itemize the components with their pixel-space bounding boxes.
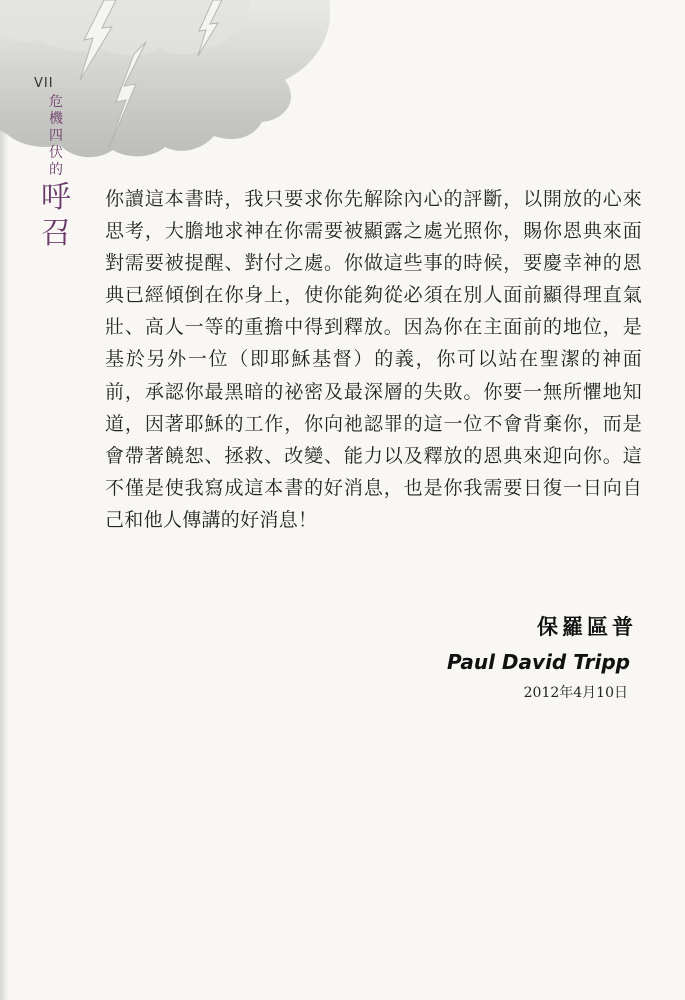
section-subtitle: 危機四伏的 [49,94,63,178]
body-paragraph: 你讀這本書時，我只要求你先解除內心的評斷，以開放的心來思考，大膽地求神在你需要被顯露之處光照你，賜你恩典來面對需要被提醒、對付之處。你做這些事的時候，要慶幸神的恩典已經傾倒在你身上，使你能夠從必須在別人面前顯得理直氣壯、高人一等的重擔中得到釋放。因為你在主面前的地位，是基於另外一位（即耶穌基督）的義，你可以站在聖潔的神面前，承認你最黑暗的祕密及最深層的失敗。你要一無所懼地知道，因著耶穌的工作，你向祂認罪的這一位不會背棄你，而是會帶著饒恕、拯救、改變、能力以及釋放的恩典來迎向你。這不僅是使我寫成這本書的好消息，也是你我需要日復一日向自己和他人傳講的好消息！ [105,188,642,531]
page-number: VII [34,76,54,91]
section-title: 呼召 [41,180,71,251]
signature-chinese-name: 保羅區普 [537,614,637,639]
signature-english-name: Paul David Tripp [447,650,630,674]
signature-date: 2012年4月10日 [523,685,628,701]
